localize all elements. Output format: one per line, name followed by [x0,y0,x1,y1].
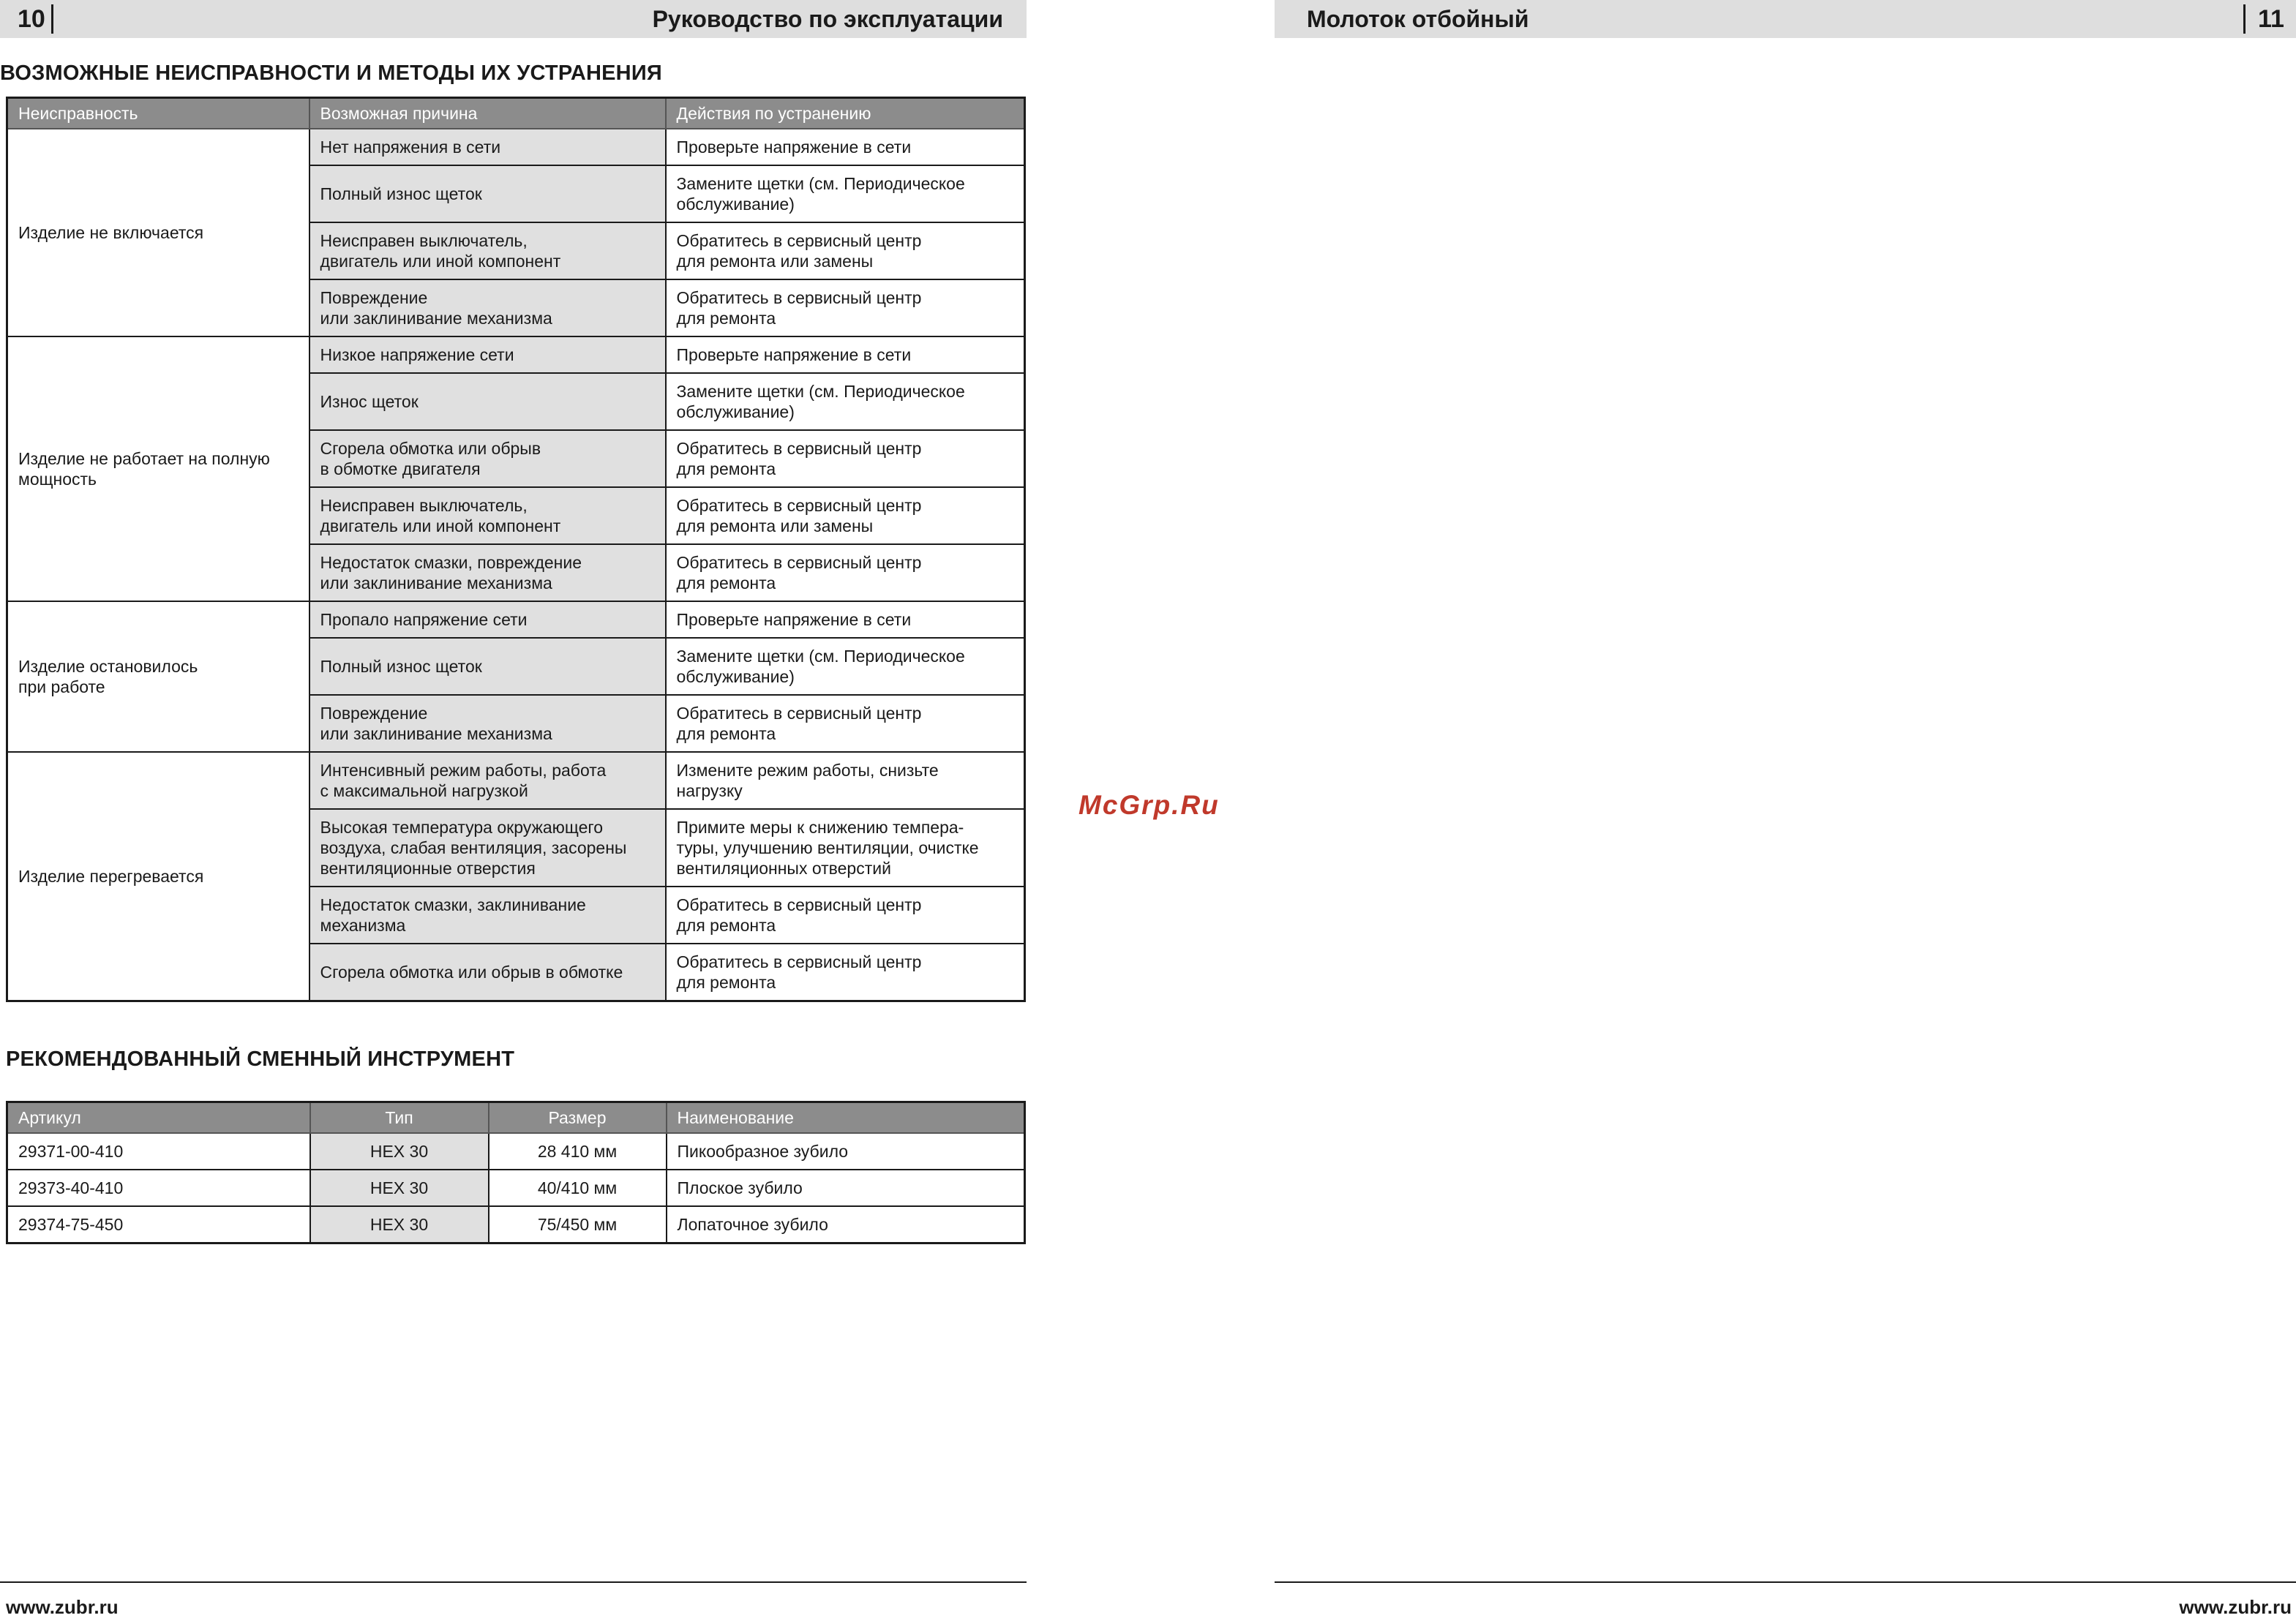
type-cell: HEX 30 [310,1206,489,1243]
table-row [7,752,1025,809]
action-cell: Проверьте напряжение в сети [666,601,1025,638]
right-header-title: Молоток отбойный [1307,6,1529,32]
tools-table [6,1101,1026,1244]
action-cell: Обратитесь в сервисный центр для ремонта или замены [666,487,1025,544]
name-cell: Плоское зубило [667,1170,1025,1206]
cause-cell: Полный износ щеток [309,165,666,222]
action-cell: Обратитесь в сервисный центр для ремонта [666,944,1025,1001]
name-cell: Лопаточное зубило [667,1206,1025,1243]
column-header: Тип [310,1102,489,1134]
action-cell: Замените щетки (см. Периодическое обслуживание) [666,638,1025,695]
cause-cell: Пропало напряжение сети [309,601,666,638]
action-cell: Обратитесь в сервисный центр для ремонта [666,695,1025,752]
cause-cell: Повреждение или заклинивание механизма [309,279,666,336]
left-header-title: Руководство по эксплуатации [652,6,1003,32]
cause-cell: Износ щеток [309,373,666,430]
troubleshooting-title: ВОЗМОЖНЫЕ НЕИСПРАВНОСТИ И МЕТОДЫ ИХ УСТРАНЕНИЯ [0,61,662,85]
action-cell: Проверьте напряжение в сети [666,129,1025,165]
table-row [7,1170,1025,1206]
action-cell: Замените щетки (см. Периодическое обслуживание) [666,165,1025,222]
table-row [7,601,1025,638]
cause-cell: Неисправен выключатель, двигатель или иной компонент [309,222,666,279]
right-page-number: 11 [2258,5,2284,33]
size-cell: 75/450 мм [489,1206,667,1243]
table-row [7,336,1025,373]
page-number-divider [51,4,53,34]
article-cell: 29374-75-450 [7,1206,310,1243]
left-page-number: 10 [18,5,45,33]
column-header: Наименование [667,1102,1025,1134]
cause-cell: Сгорела обмотка или обрыв в обмотке [309,944,666,1001]
cause-cell: Полный износ щеток [309,638,666,695]
column-header: Размер [489,1102,667,1134]
cause-cell: Низкое напряжение сети [309,336,666,373]
column-header: Неисправность [7,98,309,129]
article-cell: 29371-00-410 [7,1133,310,1170]
action-cell: Обратитесь в сервисный центр для ремонта или замены [666,222,1025,279]
right-page-header [1275,0,2296,38]
right-footer-url: www.zubr.ru [2179,1596,2292,1618]
type-cell: HEX 30 [310,1170,489,1206]
cause-cell: Повреждение или заклинивание механизма [309,695,666,752]
fault-cell: Изделие не включается [7,129,309,336]
name-cell: Пикообразное зубило [667,1133,1025,1170]
cause-cell: Интенсивный режим работы, работа с максимальной нагрузкой [309,752,666,809]
action-cell: Примите меры к снижению темпера- туры, улучшению вентиляции, очистке вентиляционных отверстий [666,809,1025,887]
cause-cell: Неисправен выключатель, двигатель или иной компонент [309,487,666,544]
page-number-divider [2243,4,2246,34]
table-row [7,1133,1025,1170]
type-cell: HEX 30 [310,1133,489,1170]
fault-cell: Изделие остановилось при работе [7,601,309,752]
column-header: Возможная причина [309,98,666,129]
table-row [7,129,1025,165]
table-row [7,1206,1025,1243]
watermark: McGrp.Ru [1078,790,1220,820]
table-header-row [7,98,1025,129]
action-cell: Проверьте напряжение в сети [666,336,1025,373]
troubleshooting-table [6,97,1026,1002]
right-footer-rule [1275,1581,2296,1583]
left-footer-url: www.zubr.ru [6,1596,119,1618]
cause-cell: Недостаток смазки, повреждение или заклинивание механизма [309,544,666,601]
size-cell: 40/410 мм [489,1170,667,1206]
tools-title: РЕКОМЕНДОВАННЫЙ СМЕННЫЙ ИНСТРУМЕНТ [6,1047,515,1071]
left-page-header [0,0,1027,38]
cause-cell: Недостаток смазки, заклинивание механизма [309,887,666,944]
cause-cell: Сгорела обмотка или обрыв в обмотке двигателя [309,430,666,487]
action-cell: Обратитесь в сервисный центр для ремонта [666,887,1025,944]
action-cell: Измените режим работы, снизьте нагрузку [666,752,1025,809]
table-header-row [7,1102,1025,1134]
fault-cell: Изделие не работает на полную мощность [7,336,309,601]
left-footer-rule [0,1581,1027,1583]
column-header: Действия по устранению [666,98,1025,129]
action-cell: Обратитесь в сервисный центр для ремонта [666,279,1025,336]
action-cell: Обратитесь в сервисный центр для ремонта [666,430,1025,487]
size-cell: 28 410 мм [489,1133,667,1170]
article-cell: 29373-40-410 [7,1170,310,1206]
fault-cell: Изделие перегревается [7,752,309,1001]
cause-cell: Нет напряжения в сети [309,129,666,165]
column-header: Артикул [7,1102,310,1134]
action-cell: Обратитесь в сервисный центр для ремонта [666,544,1025,601]
cause-cell: Высокая температура окружающего воздуха, слабая вентиляция, засорены вентиляционные отверстия [309,809,666,887]
action-cell: Замените щетки (см. Периодическое обслуживание) [666,373,1025,430]
